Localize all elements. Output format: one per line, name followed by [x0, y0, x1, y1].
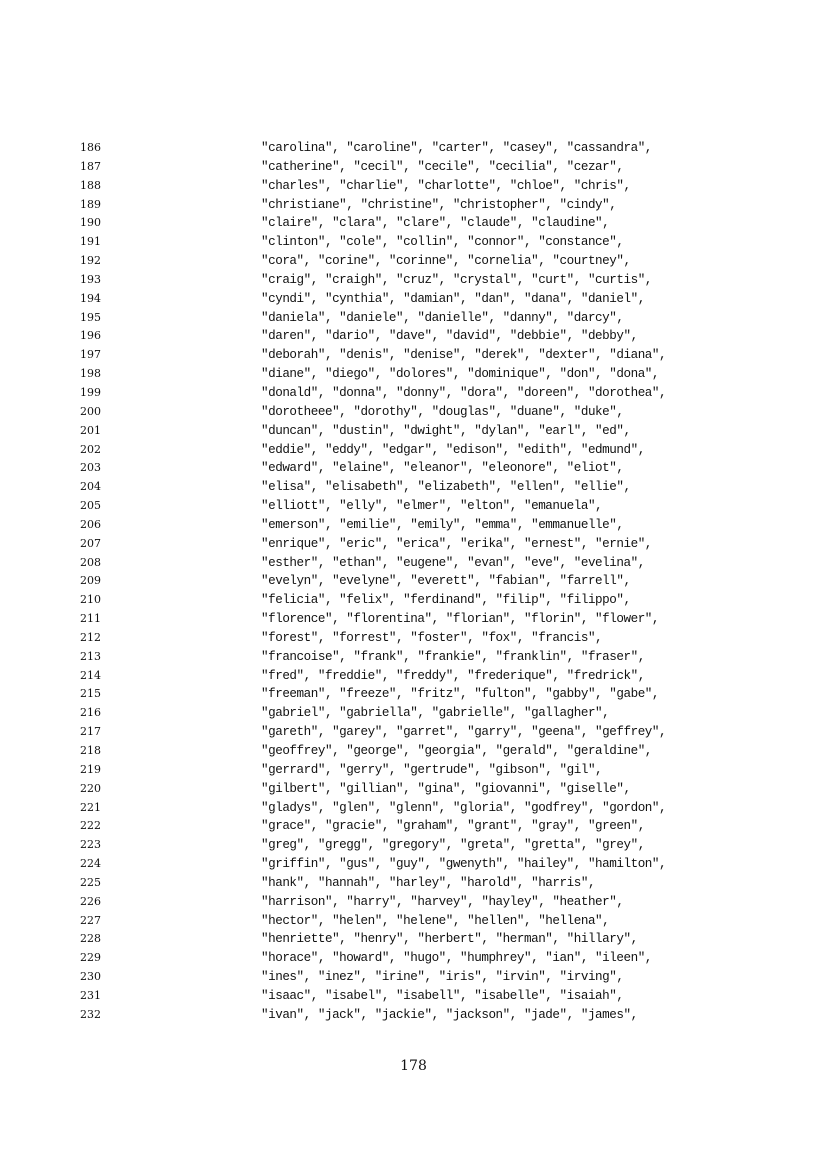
code-line: [0, 252, 827, 271]
line-code: "felicia", "felix", "ferdinand", "filip", "filippo",: [261, 593, 631, 608]
line-number: 207: [80, 536, 101, 550]
line-code: "harrison", "harry", "harvey", "hayley", "heather",: [261, 894, 624, 909]
line-code: "geoffrey", "george", "georgia", "gerald", "geraldine",: [261, 744, 652, 758]
code-line: [0, 836, 827, 855]
code-line: [0, 667, 827, 686]
code-line: [0, 685, 827, 704]
line-number: 219: [80, 762, 101, 776]
line-number: 200: [80, 404, 101, 418]
line-number: 195: [80, 310, 101, 324]
line-number: 215: [80, 687, 101, 701]
code-line: [0, 158, 827, 177]
line-code: "greg", "gregg", "gregory", "greta", "gretta", "grey",: [261, 838, 645, 853]
line-code: "florence", "florentina", "florian", "florin", "flower",: [261, 612, 660, 627]
line-code: "carolina", "caroline", "carter", "casey", "cassandra",: [261, 141, 652, 155]
line-number: 224: [80, 857, 101, 871]
line-code: "horace", "howard", "hugo", "humphrey", "ian", "ileen",: [261, 951, 652, 966]
code-line: [0, 535, 827, 554]
line-number: 228: [80, 932, 101, 946]
code-line: [0, 346, 827, 365]
line-number: 220: [80, 781, 101, 795]
line-code: "henriette", "henry", "herbert", "herman", "hillary",: [261, 932, 638, 947]
line-code: "duncan", "dustin", "dwight", "dylan", "earl", "ed",: [261, 423, 631, 438]
code-line: [0, 987, 827, 1006]
code-line: [0, 949, 827, 968]
line-code: "fred", "freddie", "freddy", "frederique", "fredrick",: [261, 668, 645, 683]
code-line: [0, 441, 827, 460]
line-code: "gabriel", "gabriella", "gabrielle", "gallagher",: [261, 706, 610, 721]
line-number: 199: [80, 385, 101, 399]
line-number: 208: [80, 555, 101, 569]
code-line: [0, 196, 827, 215]
line-number: 229: [80, 951, 101, 965]
line-code: "esther", "ethan", "eugene", "evan", "eve", "evelina",: [261, 555, 645, 570]
code-line: [0, 591, 827, 610]
line-number: 188: [80, 178, 101, 192]
line-number: 217: [80, 725, 101, 739]
line-number: 196: [80, 329, 101, 343]
line-code: "gareth", "garey", "garret", "garry", "geena", "geffrey",: [261, 725, 667, 740]
line-code: "ivan", "jack", "jackie", "jackson", "jade", "james",: [261, 1007, 638, 1022]
code-line: [0, 704, 827, 723]
code-line: [0, 930, 827, 949]
line-code: "hector", "helen", "helene", "hellen", "hellena",: [261, 913, 610, 928]
line-code: "clinton", "cole", "collin", "connor", "constance",: [261, 235, 624, 250]
code-listing: [0, 139, 827, 1025]
line-code: "cyndi", "cynthia", "damian", "dan", "dana", "daniel",: [261, 291, 645, 306]
line-number: 206: [80, 517, 101, 531]
code-line: [0, 968, 827, 987]
code-line: [0, 893, 827, 912]
code-line: [0, 327, 827, 346]
line-code: "isaac", "isabel", "isabell", "isabelle", "isaiah",: [261, 988, 624, 1003]
line-code: "gilbert", "gillian", "gina", "giovanni", "giselle",: [261, 781, 631, 796]
line-number: 197: [80, 348, 101, 362]
code-line: [0, 648, 827, 667]
line-number: 230: [80, 970, 101, 984]
code-line: [0, 723, 827, 742]
code-line: [0, 290, 827, 309]
line-number: 227: [80, 913, 101, 927]
line-code: "diane", "diego", "dolores", "dominique", "don", "dona",: [261, 367, 660, 382]
line-number: 205: [80, 499, 101, 513]
line-code: "elliott", "elly", "elmer", "elton", "emanuela",: [261, 499, 603, 514]
line-code: "christiane", "christine", "christopher", "cindy",: [261, 197, 617, 212]
line-number: 189: [80, 197, 101, 211]
code-line: [0, 384, 827, 403]
line-number: 226: [80, 894, 101, 908]
code-line: [0, 403, 827, 422]
line-number: 186: [80, 141, 101, 154]
code-line: [0, 780, 827, 799]
code-line: [0, 139, 827, 158]
line-code: "daren", "dario", "dave", "david", "debbie", "debby",: [261, 329, 638, 344]
line-number: 221: [80, 800, 101, 814]
line-number: 213: [80, 649, 101, 663]
line-code: "donald", "donna", "donny", "dora", "doreen", "dorothea",: [261, 385, 667, 400]
line-code: "edward", "elaine", "eleanor", "eleonore", "eliot",: [261, 461, 624, 476]
line-code: "evelyn", "evelyne", "everett", "fabian", "farrell",: [261, 574, 631, 589]
line-code: "catherine", "cecil", "cecile", "cecilia", "cezar",: [261, 159, 624, 174]
line-number: 210: [80, 593, 101, 607]
code-line: [0, 799, 827, 818]
line-number: 191: [80, 235, 101, 249]
code-line: [0, 271, 827, 290]
line-number: 193: [80, 272, 101, 286]
line-code: "deborah", "denis", "denise", "derek", "dexter", "diana",: [261, 348, 667, 363]
line-number: 209: [80, 574, 101, 588]
line-code: "ines", "inez", "irine", "iris", "irvin", "irving",: [261, 970, 624, 985]
line-code: "freeman", "freeze", "fritz", "fulton", "gabby", "gabe",: [261, 687, 660, 702]
line-code: "charles", "charlie", "charlotte", "chloe", "chris",: [261, 178, 631, 193]
line-code: "griffin", "gus", "guy", "gwenyth", "hailey", "hamilton",: [261, 857, 667, 872]
line-number: 232: [80, 1007, 101, 1021]
code-line: [0, 497, 827, 516]
code-line: [0, 309, 827, 328]
code-line: [0, 817, 827, 836]
line-code: "eddie", "eddy", "edgar", "edison", "edith", "edmund",: [261, 442, 645, 457]
code-line: [0, 214, 827, 233]
line-number: 218: [80, 744, 101, 757]
line-code: "hank", "hannah", "harley", "harold", "harris",: [261, 875, 596, 890]
line-code: "emerson", "emilie", "emily", "emma", "emmanuelle",: [261, 517, 624, 532]
line-code: "gerrard", "gerry", "gertrude", "gibson", "gil",: [261, 762, 603, 777]
page-number: 178: [400, 1058, 427, 1074]
line-number: 194: [80, 291, 101, 305]
code-line: [0, 233, 827, 252]
code-line: [0, 629, 827, 648]
code-line: [0, 1006, 827, 1025]
line-number: 231: [80, 988, 101, 1002]
line-number: 223: [80, 838, 101, 852]
line-number: 187: [80, 159, 101, 173]
line-number: 201: [80, 423, 101, 437]
line-number: 212: [80, 630, 101, 644]
line-code: "enrique", "eric", "erica", "erika", "ernest", "ernie",: [261, 536, 652, 551]
line-code: "forest", "forrest", "foster", "fox", "francis",: [261, 630, 603, 645]
code-line: [0, 572, 827, 591]
line-code: "dorotheee", "dorothy", "douglas", "duane", "duke",: [261, 404, 624, 419]
line-number: 192: [80, 254, 101, 268]
code-line: [0, 912, 827, 931]
line-number: 202: [80, 442, 101, 456]
line-number: 198: [80, 367, 101, 381]
line-code: "craig", "craigh", "cruz", "crystal", "curt", "curtis",: [261, 272, 652, 287]
line-number: 190: [80, 216, 101, 230]
code-line: [0, 874, 827, 893]
line-code: "grace", "gracie", "graham", "grant", "gray", "green",: [261, 819, 645, 834]
code-line: [0, 554, 827, 573]
code-line: [0, 459, 827, 478]
code-line: [0, 478, 827, 497]
line-number: 225: [80, 875, 101, 889]
line-code: "francoise", "frank", "frankie", "franklin", "fraser",: [261, 649, 645, 664]
line-code: "claire", "clara", "clare", "claude", "claudine",: [261, 216, 610, 231]
code-line: [0, 177, 827, 196]
line-number: 214: [80, 668, 101, 682]
line-number: 203: [80, 461, 101, 475]
line-code: "cora", "corine", "corinne", "cornelia", "courtney",: [261, 254, 631, 269]
line-code: "elisa", "elisabeth", "elizabeth", "ellen", "ellie",: [261, 480, 631, 495]
code-line: [0, 516, 827, 535]
line-number: 211: [80, 612, 101, 626]
line-code: "daniela", "daniele", "danielle", "danny", "darcy",: [261, 310, 624, 325]
line-number: 222: [80, 819, 101, 833]
code-line: [0, 365, 827, 384]
code-line: [0, 610, 827, 629]
line-code: "gladys", "glen", "glenn", "gloria", "godfrey", "gordon",: [261, 800, 667, 815]
code-line: [0, 422, 827, 441]
line-number: 216: [80, 706, 101, 720]
code-line: [0, 761, 827, 780]
line-number: 204: [80, 480, 101, 494]
code-line: [0, 742, 827, 761]
code-line: [0, 855, 827, 874]
